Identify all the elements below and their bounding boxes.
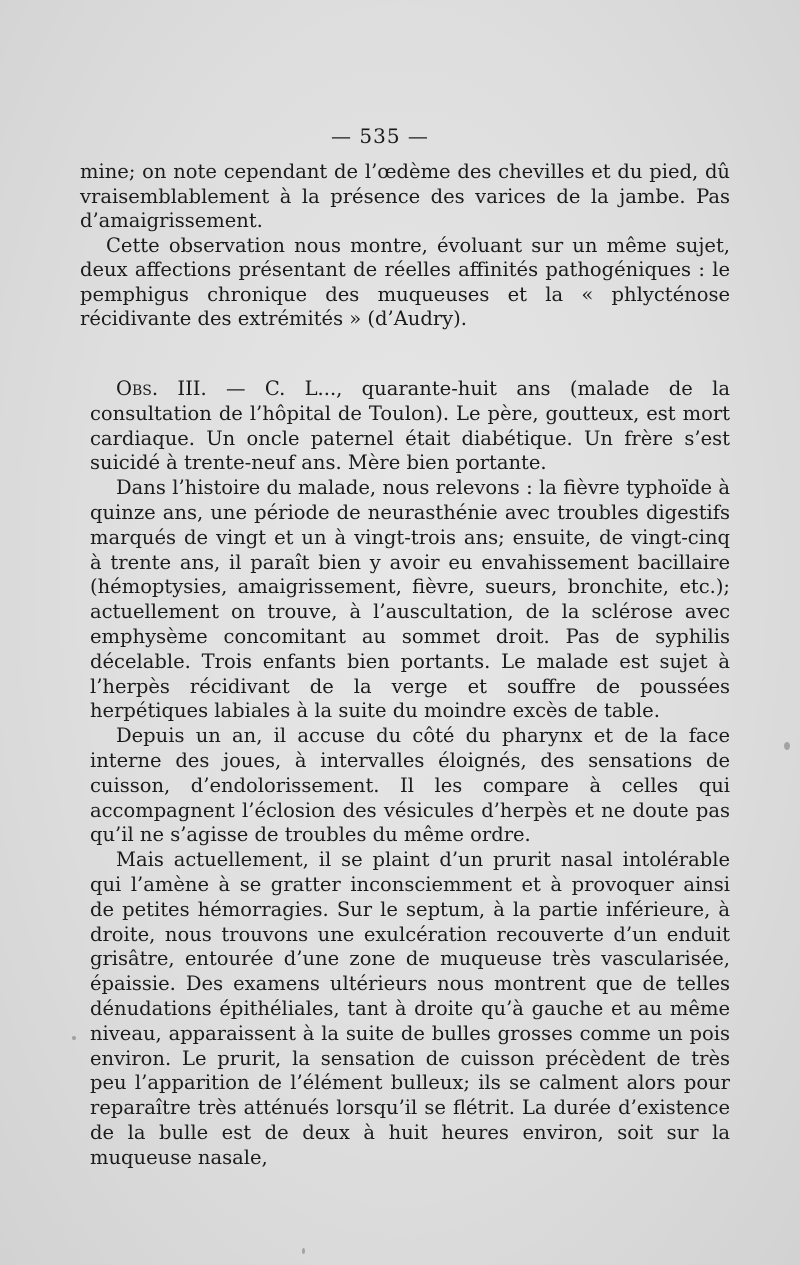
observation-section	[90, 377, 730, 1171]
top-section	[80, 160, 730, 332]
paper-speck	[302, 1248, 305, 1254]
paragraph-conclusion: Cette observation nous montre, évoluant sur un même sujet, deux affections présentant de réelles affinités pathogéniques : le pemphigus chronique des muqueuses et la « phlycténose récidivante des extrémités » (d’Audry).	[80, 233, 730, 330]
paper-speck	[72, 1036, 76, 1040]
page-number: — 535 —	[331, 124, 429, 148]
paragraph-prurit: Mais actuellement, il se plaint d’un prurit nasal intolérable qui l’amène à se gratter inconsciemment et à provoquer ainsi de petites hémorragies. Sur le septum, à la partie inférieure, à droite, nous trouvons une exulcération recouverte d’un enduit grisâtre, entourée d’une zone de muqueuse très vascularisée, épaissie. Des examens ultérieurs nous montrent que de telles dénudations épithéliales, tant à droite qu’à gauche et au même niveau, apparaissent à la suite de bulles grosses comme un pois environ. Le prurit, la sensation de cuisson précèdent de très peu l’apparition de l’élément bulleux; ils se calment alors pour reparaître très atténués lorsqu’il se flétrit. La durée d’existence de la bulle est de deux à huit heures environ, soit sur la muqueuse nasale,	[90, 848, 730, 1169]
observation-lead: — C. L..., quarante-huit ans (malade de la consultation de l’hôpital de Toulon). Le père, goutteux, est mort cardiaque. Un oncle paternel était diabétique. Un frère s’est suicidé à trente-neuf ans. Mère bien portante.	[90, 377, 730, 475]
paragraph-pharynx: Depuis un an, il accuse du côté du pharynx et de la face interne des joues, à intervalles éloignés, des sensations de cuisson, d’endolorissement. Il les compare à celles qui accompagnent l’éclosion des vésicules d’herpès et ne doute pas qu’il ne s’agisse de troubles du même ordre.	[90, 724, 730, 847]
paper-speck	[784, 742, 790, 750]
paragraph-history: Dans l’histoire du malade, nous relevons : la fièvre typhoïde à quinze ans, une période de neurasthénie avec troubles digestifs marqués de vingt et un à vingt-trois ans; ensuite, de vingt-cinq à trente ans, il paraît bien y avoir eu envahissement bacillaire (hémoptysies, amaigrissement, fièvre, sueurs, bronchite, etc.); actuellement on trouve, à l’auscultation, de la sclérose avec emphysème concomitant au sommet droit. Pas de syphilis décelable. Trois enfants bien portants. Le malade est sujet à l’herpès récidivant de la verge et souffre de poussées herpétiques labiales à la suite du moindre excès de table.	[90, 476, 730, 723]
paragraph-continuation: mine; on note cependant de l’œdème des chevilles et du pied, dû vraisemblablement à la présence des varices de la jambe. Pas d’amaigrissement.	[80, 160, 730, 232]
observation-intro	[90, 377, 730, 476]
observation-label: Obs. III.	[116, 377, 207, 400]
